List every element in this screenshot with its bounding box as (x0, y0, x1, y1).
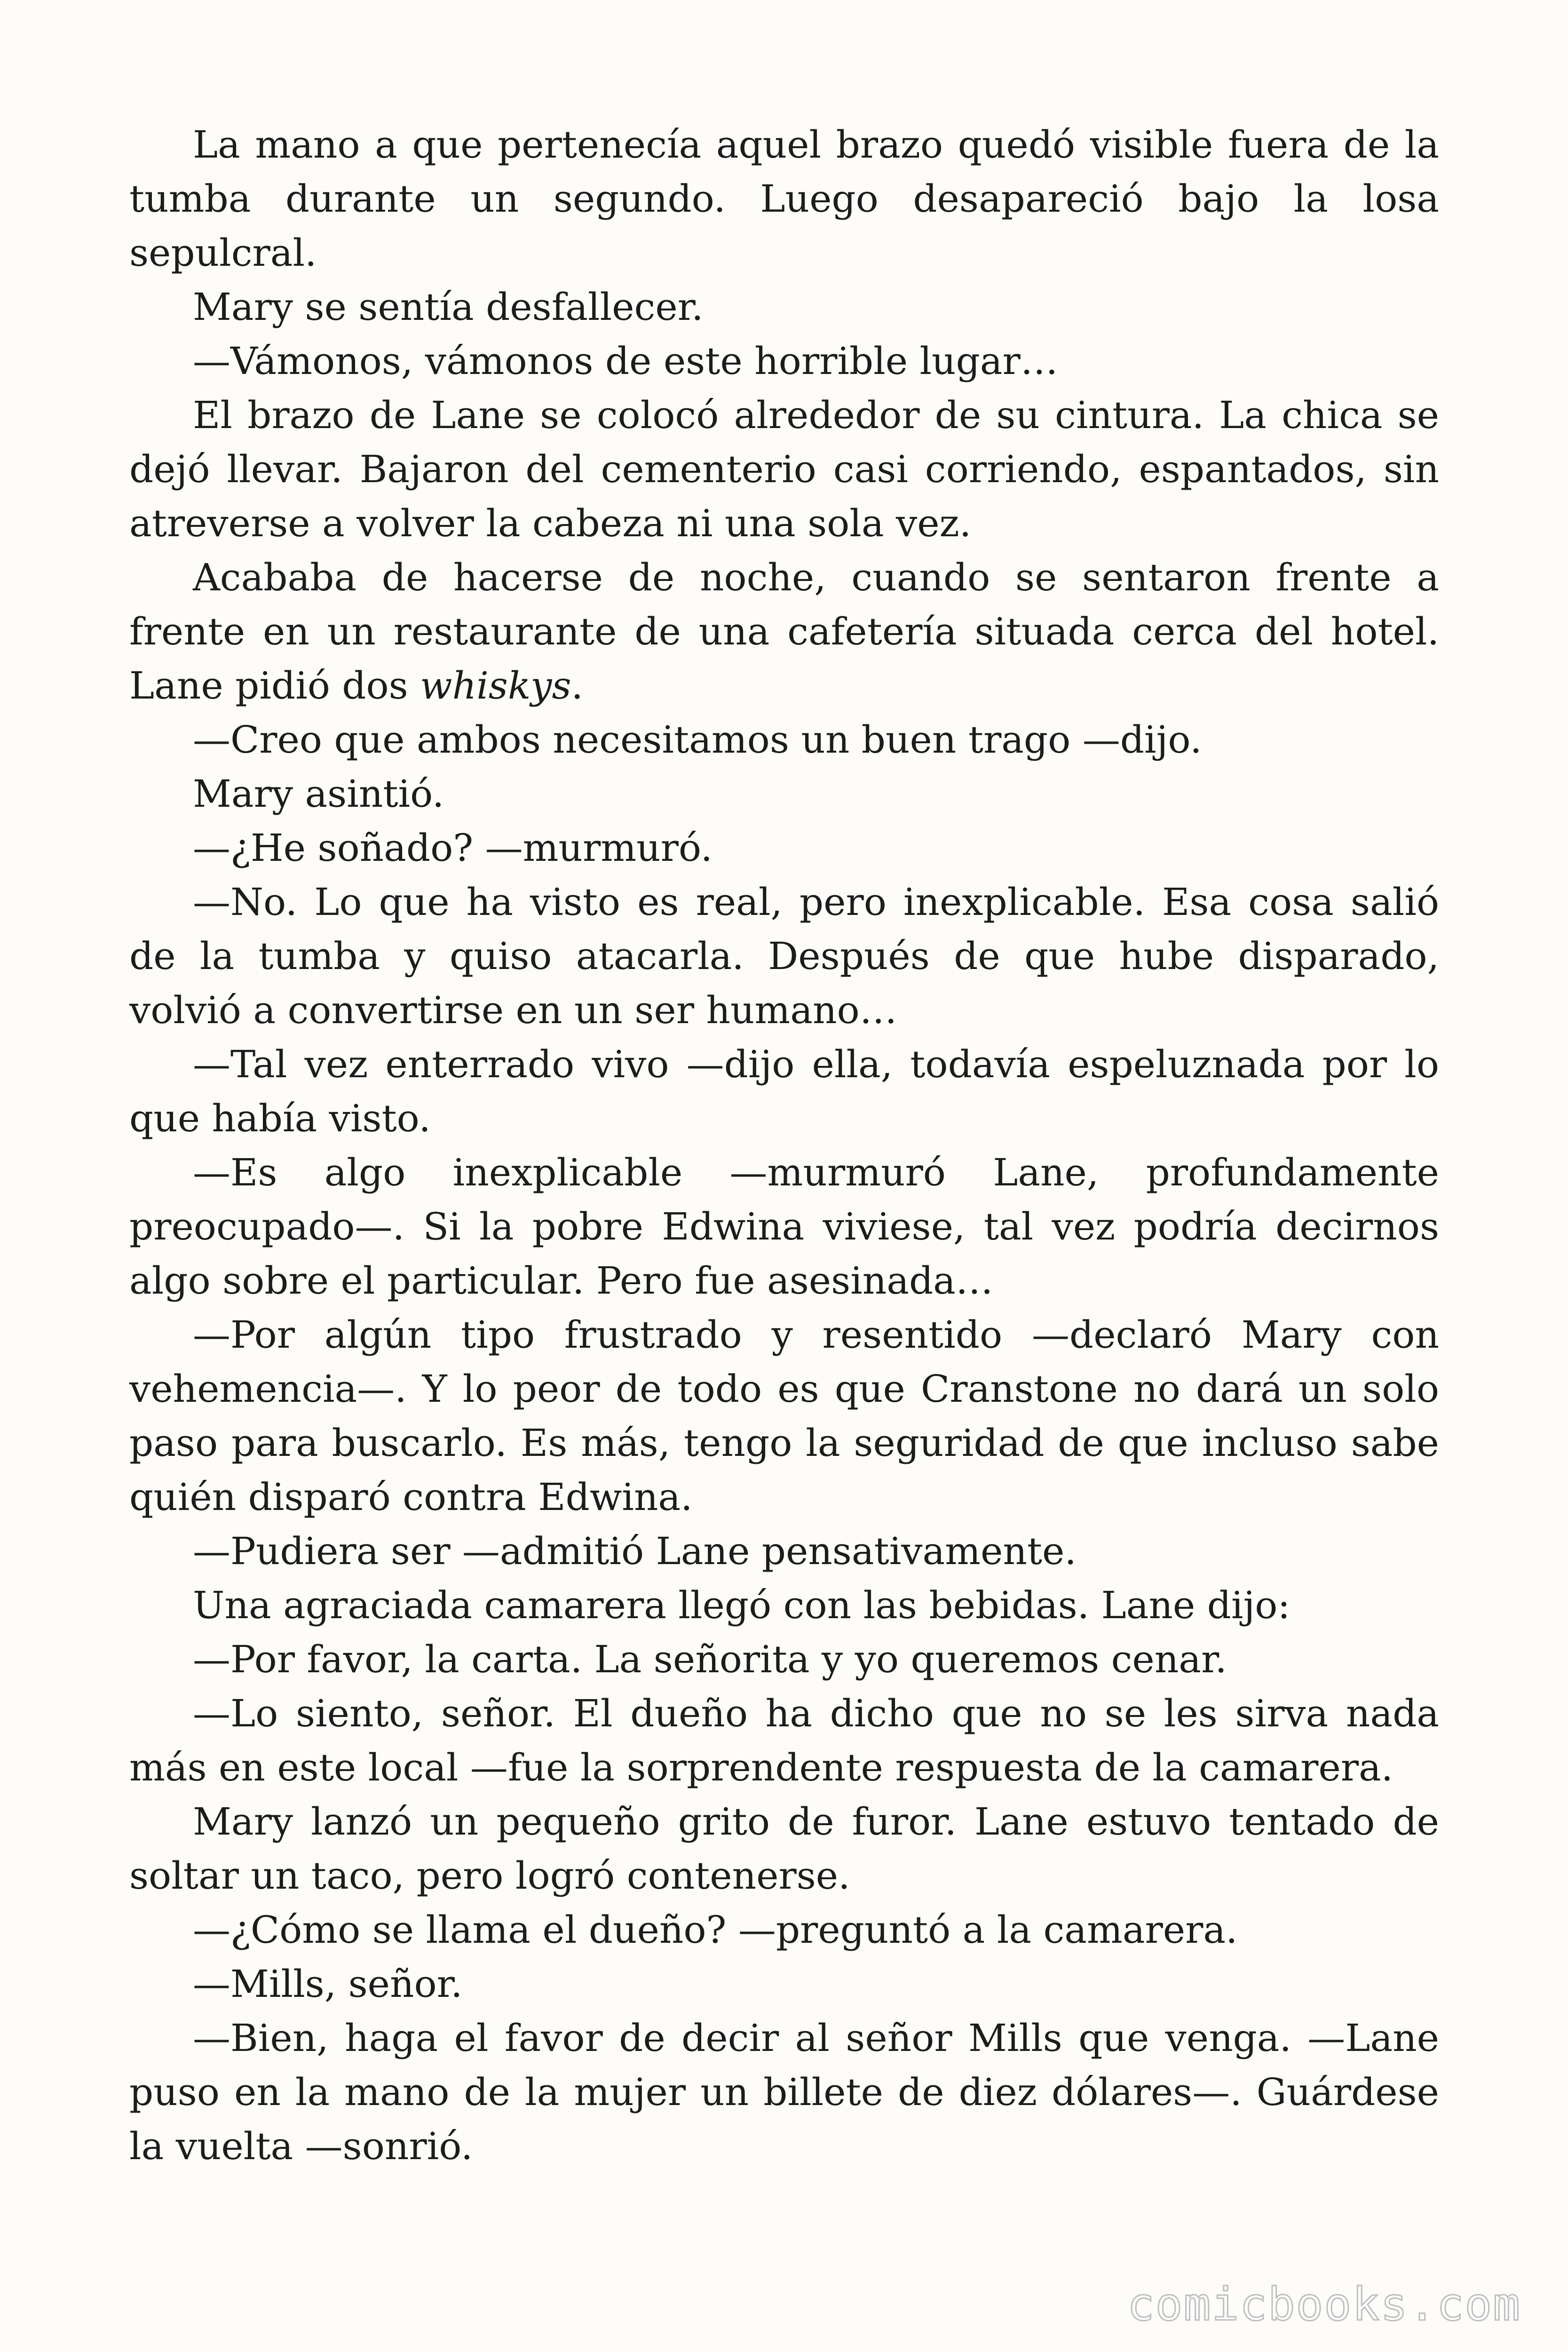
page-body (129, 118, 1439, 2173)
paragraph: —Mills, señor. (193, 1962, 463, 2006)
paragraph: —Tal vez enterrado vivo —dijo ella, todavía espeluznada por lo que había visto. (129, 1042, 1439, 1140)
paragraph: Mary lanzó un pequeño grito de furor. Lane estuvo tentado de soltar un taco, pero logró contenerse. (129, 1800, 1439, 1898)
paragraph: —Pudiera ser —admitió Lane pensativamente. (193, 1529, 1077, 1573)
paragraph-text: Acababa de hacerse de noche, cuando se sentaron frente a frente en un restaurante de una cafetería situada cerca del hotel. Lane pidió dos (129, 556, 1439, 707)
paragraph: El brazo de Lane se colocó alrededor de su cintura. La chica se dejó llevar. Bajaron del cementerio casi corriendo, espantados, sin atreverse a volver la cabeza ni una sola vez. (129, 393, 1439, 545)
paragraph: —Por favor, la carta. La señorita y yo queremos cenar. (193, 1637, 1227, 1681)
paragraph: Mary se sentía desfallecer. (193, 285, 704, 329)
paragraph: La mano a que pertenecía aquel brazo quedó visible fuera de la tumba durante un segundo. Luego desapareció bajo la losa sepulcral. (129, 123, 1439, 275)
paragraph: —Es algo inexplicable —murmuró Lane, profundamente preocupado—. Si la pobre Edwina viviese, tal vez podría decirnos algo sobre el particular. Pero fue asesinada… (129, 1151, 1439, 1303)
paragraph: —Vámonos, vámonos de este horrible lugar… (193, 339, 1058, 383)
paragraph: —Creo que ambos necesitamos un buen trago —dijo. (193, 718, 1202, 762)
italic-word: whiskys (420, 664, 571, 707)
paragraph: Mary asintió. (193, 772, 444, 816)
paragraph: —Lo siento, señor. El dueño ha dicho que no se les sirva nada más en este local —fue la sorprendente respuesta de la camarera. (129, 1692, 1439, 1789)
paragraph: —¿Cómo se llama el dueño? —preguntó a la camarera. (193, 1908, 1238, 1952)
paragraph-text: . (571, 664, 583, 707)
paragraph (129, 550, 1439, 713)
paragraph: —Bien, haga el favor de decir al señor Mills que venga. —Lane puso en la mano de la mujer un billete de diez dólares—. Guárdese la vuelta —sonrió. (129, 2016, 1439, 2168)
paragraph: —Por algún tipo frustrado y resentido —declaró Mary con vehemencia—. Y lo peor de todo es que Cranstone no dará un solo paso para buscarlo. Es más, tengo la seguridad de que incluso sabe quién disparó contra Edwina. (129, 1313, 1439, 1519)
paragraph: Una agraciada camarera llegó con las bebidas. Lane dijo: (193, 1583, 1291, 1627)
paragraph: —No. Lo que ha visto es real, pero inexplicable. Esa cosa salió de la tumba y quiso atacarla. Después de que hube disparado, volvió a convertirse en un ser humano… (129, 880, 1439, 1032)
paragraph: —¿He soñado? —murmuró. (193, 826, 713, 870)
watermark: comicbooks.com (1127, 2278, 1521, 2331)
